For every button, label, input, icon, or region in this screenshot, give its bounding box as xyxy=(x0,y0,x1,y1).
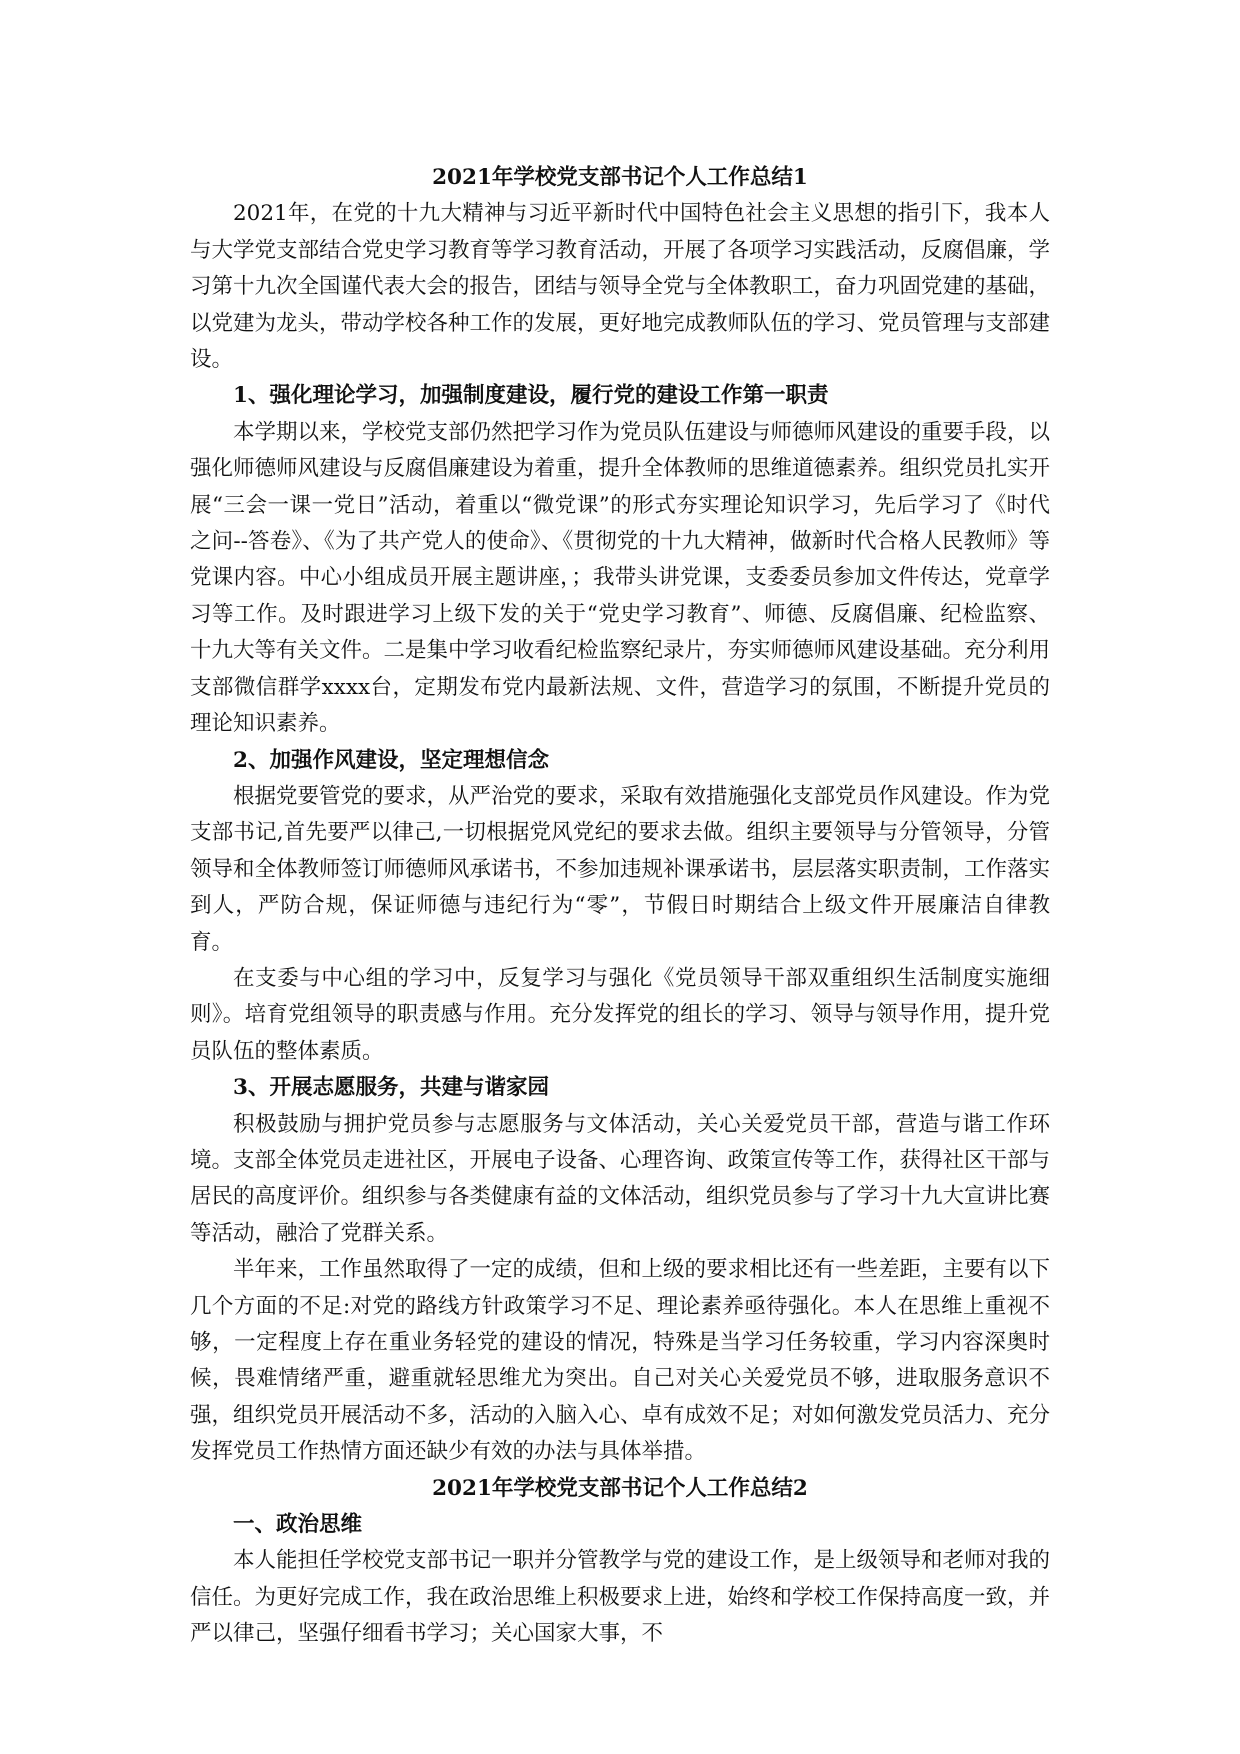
paragraph-political: 本人能担任学校党支部书记一职并分管教学与党的建设工作，是上级领导和老师对我的信任。为更好完成工作，我在政治思维上积极要求上进，始终和学校工作保持高度一致，并严以律己，坚强仔细看书学习；关心国家大事，不 xyxy=(190,1548,1051,1647)
document-page xyxy=(190,160,1050,1653)
paragraph-volunteer: 积极鼓励与拥护党员参与志愿服务与文体活动，关心关爱党员干部，营造与谐工作环境。支部全体党员走进社区，开展电子设备、心理咨询、政策宣传等工作，获得社区干部与居民的高度评价。组织参与各类健康有益的文体活动，组织党员参与了学习十九大宣讲比赛等活动，融洽了党群关系。 xyxy=(190,1111,1051,1246)
paragraph-shortcomings: 半年来，工作虽然取得了一定的成绩，但和上级的要求相比还有一些差距，主要有以下几个方面的不足:对党的路线方针政策学习不足、理论素养亟待强化。本人在思维上重视不够，一定程度上存在重业务轻党的建设的情况，特殊是当学习任务较重，学习内容深奥时候，畏难情绪严重，避重就轻思维尤为突出。自己对关心关爱党员不够，进取服务意识不强，组织党员开展活动不多，活动的入脑入心、卓有成效不足；对如何激发党员活力、充分发挥党员工作热情方面还缺少有效的办法与具体举措。 xyxy=(190,1257,1051,1465)
document-title-2: 2021年学校党支部书记个人工作总结2 xyxy=(432,1475,808,1501)
paragraph-work-style: 根据党要管党的要求，从严治党的要求，采取有效措施强化支部党员作风建设。作为党支部书记,首先要严以律己,一切根据党风党纪的要求去做。组织主要领导与分管领导，分管领导和全体教师签订师德师风承诺书，不参加违规补课承诺书，层层落实职责制，工作落实到人，严防合规，保证师德与违纪行为“零”，节假日时期结合上级文件开展廉洁自律教育。 xyxy=(190,783,1051,955)
paragraph-theory-study: 本学期以来，学校党支部仍然把学习作为党员队伍建设与师德师风建设的重要手段，以强化师德师风建设与反腐倡廉建设为着重，提升全体教师的思维道德素养。组织党员扎实开展“三会一课一党日”活动，着重以“微党课”的形式夯实理论知识学习，先后学习了《时代之问--答卷》、《为了共产党人的使命》、《贯彻党的十九大精神，做新时代合格人民教师》等党课内容。中心小组成员开展主题讲座，；我带头讲党课，支委委员参加文件传达，党章学习等工作。及时跟进学习上级下发的关于“党史学习教育”、师德、反腐倡廉、纪检监察、十九大等有关文件。二是集中学习收看纪检监察纪录片，夯实师德师风建设基础。充分利用支部微信群学xxxx台，定期发布党内最新法规、文件，营造学习的氛围，不断提升党员的理论知识素养。 xyxy=(190,419,1051,737)
paragraph-committee-study: 在支委与中心组的学习中，反复学习与强化《党员领导干部双重组织生活制度实施细则》。培育党组领导的职责感与作用。充分发挥党的组长的学习、领导与领导作用，提升党员队伍的整体素质。 xyxy=(190,965,1050,1064)
section-heading-political: 一、政治思维 xyxy=(233,1512,363,1538)
section-heading-2: 2、加强作风建设，坚定理想信念 xyxy=(233,747,549,773)
document-title-1: 2021年学校党支部书记个人工作总结1 xyxy=(432,165,808,190)
section-heading-3: 3、开展志愿服务，共建与谐家园 xyxy=(233,1075,549,1101)
paragraph-intro: 2021年，在党的十九大精神与习近平新时代中国特色社会主义思想的指引下，我本人与大学党支部结合党史学习教育等学习教育活动，开展了各项学习实践活动，反腐倡廉，学习第十九次全国谨代表大会的报告，团结与领导全党与全体教职工，奋力巩固党建的基础，以党建为龙头，带动学校各种工作的发展，更好地完成教师队伍的学习、党员管理与支部建设。 xyxy=(190,201,1051,373)
section-heading-1: 1、强化理论学习，加强制度建设，履行党的建设工作第一职责 xyxy=(233,383,829,409)
